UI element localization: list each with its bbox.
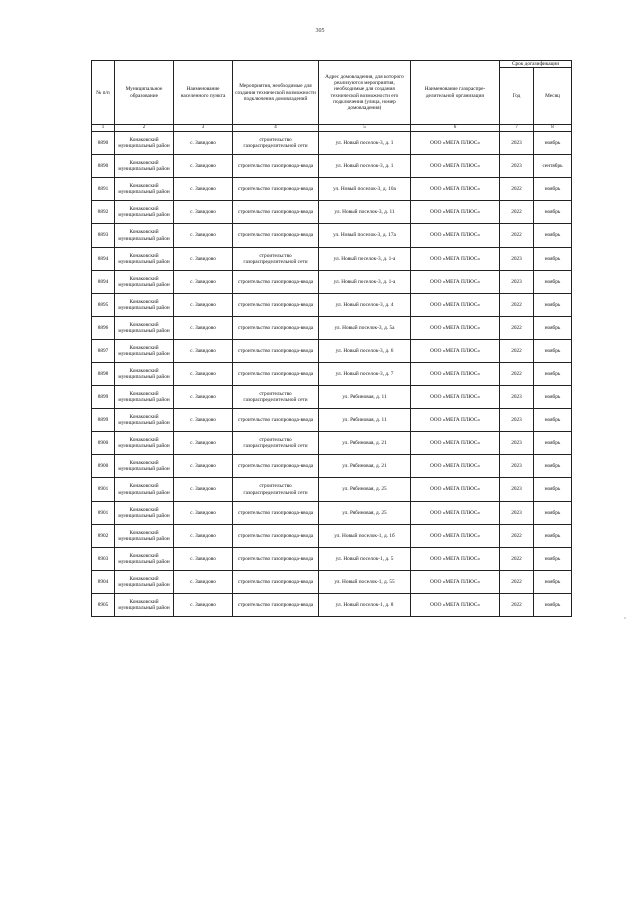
organization-cell: ООО «МЕГА ПЛЮС»: [411, 293, 500, 316]
organization-cell: ООО «МЕГА ПЛЮС»: [411, 409, 500, 432]
organization-cell: ООО «МЕГА ПЛЮС»: [411, 224, 500, 247]
row-number: 8897: [92, 339, 115, 362]
table-row: [92, 316, 572, 339]
address-cell: ул. Новый поселок-3, д. 10а: [319, 178, 411, 201]
measure-cell: строительство газопровода-ввода: [233, 593, 319, 616]
settlement-cell: с. Завидово: [174, 547, 233, 570]
table-row: [92, 224, 572, 247]
organization-cell: ООО «МЕГА ПЛЮС»: [411, 386, 500, 409]
month-cell: ноябрь: [534, 363, 572, 386]
year-cell: 2022: [500, 593, 534, 616]
settlement-cell: с. Завидово: [174, 570, 233, 593]
table-row: [92, 155, 572, 178]
year-cell: 2022: [500, 224, 534, 247]
measure-cell: строительство газопровода-ввода: [233, 570, 319, 593]
row-number: 8899: [92, 386, 115, 409]
row-number: 8896: [92, 316, 115, 339]
year-cell: 2023: [500, 478, 534, 501]
year-cell: 2022: [500, 363, 534, 386]
address-cell: ул. Новый поселок-3, д. 17а: [319, 224, 411, 247]
month-cell: ноябрь: [534, 570, 572, 593]
table-row: [92, 339, 572, 362]
organization-cell: ООО «МЕГА ПЛЮС»: [411, 570, 500, 593]
table-row: [92, 455, 572, 478]
organization-cell: ООО «МЕГА ПЛЮС»: [411, 247, 500, 270]
row-number: 8892: [92, 201, 115, 224]
address-cell: ул. Новый поселок-3, д. 4: [319, 293, 411, 316]
address-cell: ул. Новый поселок-3, д. 6: [319, 339, 411, 362]
address-cell: ул. Рябиновая, д. 21: [319, 455, 411, 478]
settlement-cell: с. Завидово: [174, 386, 233, 409]
month-cell: ноябрь: [534, 524, 572, 547]
settlement-cell: с. Завидово: [174, 224, 233, 247]
year-cell: 2022: [500, 570, 534, 593]
table-row: [92, 547, 572, 570]
year-cell: 2022: [500, 339, 534, 362]
row-number: 8898: [92, 363, 115, 386]
header-settlement: Наименование населенного пункта: [174, 61, 233, 125]
month-cell: ноябрь: [534, 386, 572, 409]
municipality-cell: Конаковский муниципальный район: [115, 224, 174, 247]
column-number: 2: [115, 125, 174, 132]
table-row: [92, 247, 572, 270]
municipality-cell: Конаковский муниципальный район: [115, 270, 174, 293]
column-number: 6: [411, 125, 500, 132]
month-cell: ноябрь: [534, 270, 572, 293]
municipality-cell: Конаковский муниципальный район: [115, 547, 174, 570]
municipality-cell: Конаковский муниципальный район: [115, 524, 174, 547]
year-cell: 2022: [500, 524, 534, 547]
column-number: 7: [500, 125, 534, 132]
organization-cell: ООО «МЕГА ПЛЮС»: [411, 316, 500, 339]
organization-cell: ООО «МЕГА ПЛЮС»: [411, 593, 500, 616]
header-month: Месяц: [534, 68, 572, 125]
month-cell: ноябрь: [534, 339, 572, 362]
column-number: 5: [319, 125, 411, 132]
organization-cell: ООО «МЕГА ПЛЮС»: [411, 547, 500, 570]
municipality-cell: Конаковский муниципальный район: [115, 247, 174, 270]
settlement-cell: с. Завидово: [174, 155, 233, 178]
municipality-cell: Конаковский муниципальный район: [115, 593, 174, 616]
row-number: 8900: [92, 432, 115, 455]
year-cell: 2023: [500, 432, 534, 455]
year-cell: 2023: [500, 247, 534, 270]
table-row: [92, 501, 572, 524]
municipality-cell: Конаковский муниципальный район: [115, 201, 174, 224]
row-number: 8902: [92, 524, 115, 547]
row-number: 8890: [92, 132, 115, 155]
row-number: 8891: [92, 178, 115, 201]
address-cell: ул. Новый поселок-3, д. 11: [319, 201, 411, 224]
month-cell: ноябрь: [534, 224, 572, 247]
settlement-cell: с. Завидово: [174, 316, 233, 339]
year-cell: 2023: [500, 455, 534, 478]
settlement-cell: с. Завидово: [174, 524, 233, 547]
settlement-cell: с. Завидово: [174, 270, 233, 293]
organization-cell: ООО «МЕГА ПЛЮС»: [411, 432, 500, 455]
organization-cell: ООО «МЕГА ПЛЮС»: [411, 201, 500, 224]
organization-cell: ООО «МЕГА ПЛЮС»: [411, 339, 500, 362]
address-cell: ул. Рябиновая, д. 25: [319, 478, 411, 501]
header-organization: Наименование газораспре-делительной организации: [411, 61, 500, 125]
measure-cell: строительство газопровода-ввода: [233, 339, 319, 362]
settlement-cell: с. Завидово: [174, 201, 233, 224]
address-cell: ул. Новый поселок-3, д. 1-а: [319, 247, 411, 270]
settlement-cell: с. Завидово: [174, 455, 233, 478]
address-cell: ул. Рябиновая, д. 25: [319, 501, 411, 524]
municipality-cell: Конаковский муниципальный район: [115, 339, 174, 362]
measure-cell: строительство газопровода-ввода: [233, 547, 319, 570]
row-number: 8890: [92, 155, 115, 178]
table-row: [92, 570, 572, 593]
month-cell: ноябрь: [534, 432, 572, 455]
measure-cell: строительство газораспределительной сети: [233, 132, 319, 155]
year-cell: 2022: [500, 293, 534, 316]
row-number: 8905: [92, 593, 115, 616]
column-number: 8: [534, 125, 572, 132]
month-cell: ноябрь: [534, 501, 572, 524]
municipality-cell: Конаковский муниципальный район: [115, 178, 174, 201]
organization-cell: ООО «МЕГА ПЛЮС»: [411, 178, 500, 201]
row-number: 8901: [92, 478, 115, 501]
settlement-cell: с. Завидово: [174, 132, 233, 155]
address-cell: ул. Рябиновая, д. 11: [319, 409, 411, 432]
page-number: 305: [315, 28, 325, 34]
municipality-cell: Конаковский муниципальный район: [115, 155, 174, 178]
measure-cell: строительство газораспределительной сети: [233, 386, 319, 409]
row-number: 8894: [92, 247, 115, 270]
measure-cell: строительство газопровода-ввода: [233, 524, 319, 547]
month-cell: ноябрь: [534, 293, 572, 316]
table-row: [92, 432, 572, 455]
year-cell: 2023: [500, 132, 534, 155]
address-cell: ул. Новый поселок-1, д. 55: [319, 570, 411, 593]
address-cell: ул. Новый поселок-1, д. 8: [319, 593, 411, 616]
address-cell: ул. Новый поселок-3, д. 1-а: [319, 270, 411, 293]
year-cell: 2023: [500, 409, 534, 432]
month-cell: ноябрь: [534, 247, 572, 270]
month-cell: ноябрь: [534, 409, 572, 432]
header-address: Адрес домовладения, для которого реализуются мероприятия, необходимые для создания технической возможности его подключения (улица, номер домовладения): [319, 61, 411, 125]
row-number: 8899: [92, 409, 115, 432]
table-row: [92, 386, 572, 409]
gasification-table: [91, 60, 572, 617]
measure-cell: строительство газопровода-ввода: [233, 270, 319, 293]
address-cell: ул. Новый поселок-3, д. 7: [319, 363, 411, 386]
table-row: [92, 593, 572, 616]
settlement-cell: с. Завидово: [174, 432, 233, 455]
address-cell: ул. Новый поселок-1, д. 1б: [319, 524, 411, 547]
measure-cell: строительство газораспределительной сети: [233, 478, 319, 501]
municipality-cell: Конаковский муниципальный район: [115, 363, 174, 386]
month-cell: ноябрь: [534, 132, 572, 155]
table-row: [92, 409, 572, 432]
settlement-cell: с. Завидово: [174, 478, 233, 501]
table-row: [92, 524, 572, 547]
municipality-cell: Конаковский муниципальный район: [115, 432, 174, 455]
month-cell: ноябрь: [534, 478, 572, 501]
measure-cell: строительство газопровода-ввода: [233, 201, 319, 224]
settlement-cell: с. Завидово: [174, 593, 233, 616]
row-number: 8900: [92, 455, 115, 478]
measure-cell: строительство газопровода-ввода: [233, 455, 319, 478]
corner-mark: ": [624, 618, 627, 623]
address-cell: ул. Рябиновая, д. 21: [319, 432, 411, 455]
table-row: [92, 363, 572, 386]
municipality-cell: Конаковский муниципальный район: [115, 478, 174, 501]
address-cell: ул. Рябиновая, д. 11: [319, 386, 411, 409]
measure-cell: строительство газораспределительной сети: [233, 432, 319, 455]
measure-cell: строительство газопровода-ввода: [233, 293, 319, 316]
measure-cell: строительство газораспределительной сети: [233, 247, 319, 270]
settlement-cell: с. Завидово: [174, 339, 233, 362]
year-cell: 2022: [500, 201, 534, 224]
column-number: 4: [233, 125, 319, 132]
table-row: [92, 270, 572, 293]
table-row: [92, 478, 572, 501]
organization-cell: ООО «МЕГА ПЛЮС»: [411, 524, 500, 547]
table-row: [92, 201, 572, 224]
municipality-cell: Конаковский муниципальный район: [115, 570, 174, 593]
row-number: 8904: [92, 570, 115, 593]
column-number: 1: [92, 125, 115, 132]
row-number: 8903: [92, 547, 115, 570]
year-cell: 2023: [500, 501, 534, 524]
organization-cell: ООО «МЕГА ПЛЮС»: [411, 270, 500, 293]
year-cell: 2023: [500, 386, 534, 409]
address-cell: ул. Новый поселок-3, д. 1: [319, 132, 411, 155]
measure-cell: строительство газопровода-ввода: [233, 178, 319, 201]
measure-cell: строительство газопровода-ввода: [233, 316, 319, 339]
row-number: 8893: [92, 224, 115, 247]
organization-cell: ООО «МЕГА ПЛЮС»: [411, 478, 500, 501]
measure-cell: строительство газопровода-ввода: [233, 363, 319, 386]
table-row: [92, 132, 572, 155]
month-cell: ноябрь: [534, 547, 572, 570]
municipality-cell: Конаковский муниципальный район: [115, 316, 174, 339]
settlement-cell: с. Завидово: [174, 178, 233, 201]
organization-cell: ООО «МЕГА ПЛЮС»: [411, 501, 500, 524]
table-row: [92, 178, 572, 201]
header-num: № п/п: [92, 61, 115, 125]
year-cell: 2022: [500, 316, 534, 339]
municipality-cell: Конаковский муниципальный район: [115, 409, 174, 432]
organization-cell: ООО «МЕГА ПЛЮС»: [411, 363, 500, 386]
month-cell: ноябрь: [534, 316, 572, 339]
header-deadline-group: Срок догазификации: [500, 61, 572, 68]
header-measures: Мероприятия, необходимые для создания технической возможности подключения домовладений: [233, 61, 319, 125]
organization-cell: ООО «МЕГА ПЛЮС»: [411, 155, 500, 178]
year-cell: 2023: [500, 270, 534, 293]
column-number-row: [92, 125, 572, 132]
municipality-cell: Конаковский муниципальный район: [115, 386, 174, 409]
municipality-cell: Конаковский муниципальный район: [115, 455, 174, 478]
municipality-cell: Конаковский муниципальный район: [115, 501, 174, 524]
year-cell: 2022: [500, 547, 534, 570]
month-cell: сентябрь: [534, 155, 572, 178]
organization-cell: ООО «МЕГА ПЛЮС»: [411, 455, 500, 478]
row-number: 8895: [92, 293, 115, 316]
column-number: 3: [174, 125, 233, 132]
address-cell: ул. Новый поселок-3, д. 1: [319, 155, 411, 178]
table-row: [92, 293, 572, 316]
year-cell: 2022: [500, 178, 534, 201]
month-cell: ноябрь: [534, 593, 572, 616]
municipality-cell: Конаковский муниципальный район: [115, 293, 174, 316]
measure-cell: строительство газопровода-ввода: [233, 501, 319, 524]
settlement-cell: с. Завидово: [174, 501, 233, 524]
measure-cell: строительство газопровода-ввода: [233, 409, 319, 432]
settlement-cell: с. Завидово: [174, 363, 233, 386]
month-cell: ноябрь: [534, 201, 572, 224]
municipality-cell: Конаковский муниципальный район: [115, 132, 174, 155]
measure-cell: строительство газопровода-ввода: [233, 155, 319, 178]
address-cell: ул. Новый поселок-1, д. 5: [319, 547, 411, 570]
organization-cell: ООО «МЕГА ПЛЮС»: [411, 132, 500, 155]
header-municipality: Муниципальное образование: [115, 61, 174, 125]
settlement-cell: с. Завидово: [174, 247, 233, 270]
table-body: [92, 132, 572, 617]
year-cell: 2023: [500, 155, 534, 178]
month-cell: ноябрь: [534, 455, 572, 478]
settlement-cell: с. Завидово: [174, 293, 233, 316]
row-number: 8894: [92, 270, 115, 293]
address-cell: ул. Новый поселок-3, д. 5а: [319, 316, 411, 339]
row-number: 8901: [92, 501, 115, 524]
month-cell: ноябрь: [534, 178, 572, 201]
measure-cell: строительство газопровода-ввода: [233, 224, 319, 247]
header-year: Год: [500, 68, 534, 125]
settlement-cell: с. Завидово: [174, 409, 233, 432]
